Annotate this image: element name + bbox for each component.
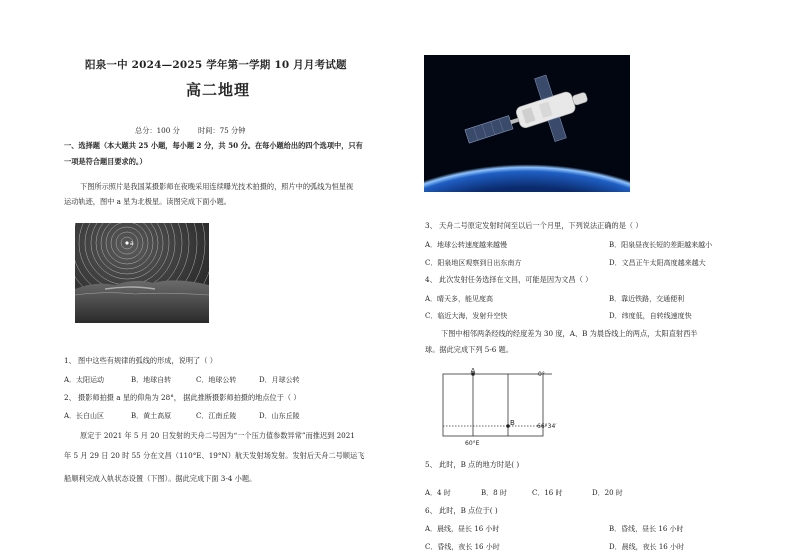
q6-option-a[interactable]: A．晨线，昼长 16 小时 xyxy=(425,525,500,533)
q3-stem: 3、 天舟二号原定发射时间至以后一个月里，下列说法正确的是（ ） xyxy=(425,221,643,230)
q1-stem: 1、 图中这些有规律的弧线的形成，说明了（ ） xyxy=(64,356,217,365)
label-b: B xyxy=(510,419,515,427)
star-trail-photo xyxy=(75,223,209,323)
q1-option-a[interactable]: A．太阳运动 xyxy=(64,376,105,384)
q5-option-c[interactable]: C．16 时 xyxy=(532,489,563,497)
q3-option-b[interactable]: B．阳泉昼夜长短的差距越来越小 xyxy=(609,241,713,249)
label-lon-60e: 60°E xyxy=(465,440,480,447)
intro3-line1: 下图中相邻两条经线的经度差为 30 度，A、B 为晨昏线上的两点，太阳直射西半 xyxy=(441,329,698,338)
q5-option-d[interactable]: D．20 时 xyxy=(592,489,623,497)
q3-option-d[interactable]: D．文昌正午太阳高度越来越大 xyxy=(609,259,706,267)
section-instructions-line1: 一、选择题（本大题共 25 小题，每小题 2 分，共 50 分。在每小题给出的四个选项中，只有 xyxy=(64,141,363,150)
space-station-photo xyxy=(424,55,630,192)
q4-option-d[interactable]: D．纬度低，自转线速度快 xyxy=(609,312,692,320)
q1-option-c[interactable]: C．地球公转 xyxy=(196,376,237,384)
intro3-line2: 球。据此完成下列 5-6 题。 xyxy=(425,345,514,354)
q1-option-d[interactable]: D．月球公转 xyxy=(259,376,300,384)
exam-title: 阳泉一中 2024—2025 学年第一学期 10 月月考试题 xyxy=(85,59,347,71)
intro1-line2: 运动轨迹，图中 a 星为北极星。读图完成下面小题。 xyxy=(64,197,231,206)
q1-option-b[interactable]: B．地球自转 xyxy=(131,376,172,384)
q4-stem: 4、 此次发射任务选择在文昌，可能是因为文昌（ ） xyxy=(425,275,593,284)
q6-option-b[interactable]: B．昏线，昼长 16 小时 xyxy=(609,525,684,533)
pole-star-label: a xyxy=(130,240,134,247)
intro2-line2: 年 5 月 29 日 20 时 55 分在文昌（110°E、19°N）航天发射场发射。发射后天舟二号顺运飞 xyxy=(64,451,365,460)
q4-option-b[interactable]: B．靠近铁路，交通便利 xyxy=(609,295,685,303)
label-lat-0: 0° xyxy=(538,371,545,378)
q2-stem: 2、 摄影师拍摄 a 星的仰角为 28°， 据此推断摄影师拍摄的地点位于（ ） xyxy=(64,393,301,402)
terminator-figure xyxy=(436,364,576,450)
q4-option-a[interactable]: A．晴天多，能见度高 xyxy=(425,295,494,303)
q5-stem: 5、 此时，B 点的地方时是( ) xyxy=(425,460,520,469)
q6-option-c[interactable]: C．昏线，夜长 16 小时 xyxy=(425,543,500,551)
q6-stem: 6、 此时，B 点位于( ) xyxy=(425,506,498,515)
figure-frame xyxy=(443,374,543,436)
q4-option-c[interactable]: C．临近大海，发射升空快 xyxy=(425,312,508,320)
q3-option-c[interactable]: C．阳泉地区观察到日出东南方 xyxy=(425,259,522,267)
section-instructions-line2: 一项是符合题目要求的。） xyxy=(64,157,147,166)
label-lat-6634: 66°34′ xyxy=(537,423,557,430)
q3-option-a[interactable]: A．地球公转速度越来越慢 xyxy=(425,241,508,249)
q5-option-b[interactable]: B．8 时 xyxy=(481,489,507,497)
q2-option-c[interactable]: C．江南丘陵 xyxy=(196,412,237,420)
subject-title: 高二地理 xyxy=(186,81,251,99)
intro2-line3: 船顺利完成入轨状态设置（下图）。据此完成下面 3-4 小题。 xyxy=(64,474,257,483)
label-a: A xyxy=(470,367,476,375)
q2-option-a[interactable]: A．长白山区 xyxy=(64,412,105,420)
intro1-line1: 下图所示照片是我国某摄影师在夜晚采用连续曝光技术拍摄的，照片中的弧线为恒星视 xyxy=(80,182,354,191)
q5-option-a[interactable]: A．4 时 xyxy=(425,489,451,497)
q6-option-d[interactable]: D．晨线，夜长 16 小时 xyxy=(609,543,684,551)
q2-option-d[interactable]: D．山东丘陵 xyxy=(259,412,300,420)
q2-option-b[interactable]: B．黄土高原 xyxy=(131,412,172,420)
exam-meta: 总分：100 分 时间：75 分钟 xyxy=(135,126,246,135)
intro2-line1: 原定于 2021 年 5 月 20 日发射的天舟二号因为“一个压力值参数异常”而推迟到 2021 xyxy=(80,431,355,440)
pole-star-dot xyxy=(125,241,128,244)
